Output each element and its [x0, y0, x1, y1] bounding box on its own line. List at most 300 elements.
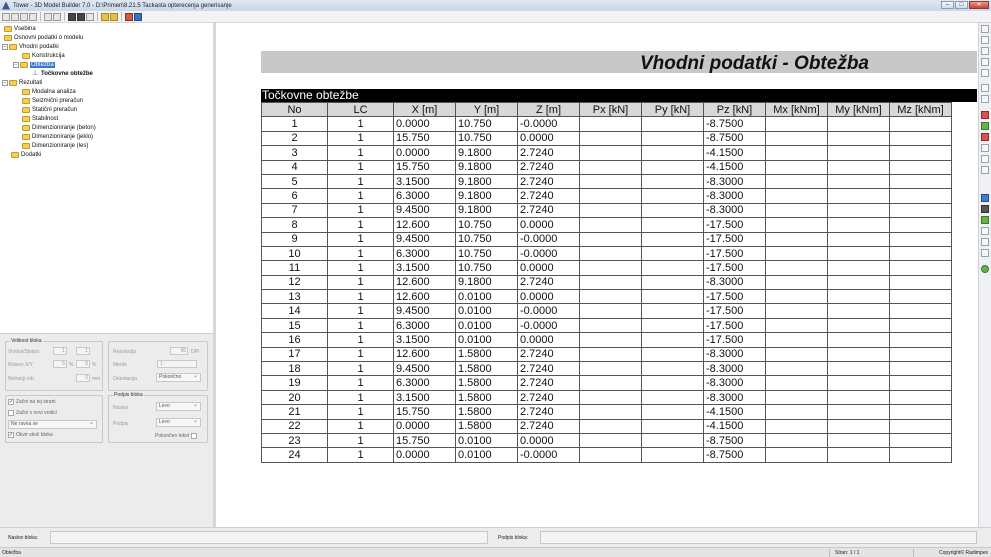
report-page [216, 23, 978, 527]
table-cell [766, 261, 828, 275]
hand-icon[interactable] [981, 155, 989, 163]
table-row [262, 261, 952, 275]
table-row [262, 390, 952, 404]
table-row [262, 174, 952, 188]
tree-node-label: Rezultati [19, 79, 43, 86]
maximize-button[interactable]: □ [955, 1, 968, 9]
table-cell: 1 [328, 405, 394, 419]
table-cell [642, 333, 704, 347]
table-cell [828, 448, 890, 462]
undo-icon[interactable] [981, 84, 989, 92]
table-cell [890, 376, 952, 390]
folder-icon [22, 134, 30, 140]
page-icon[interactable] [981, 36, 989, 44]
tree-node-label: Stabilnost [32, 115, 59, 122]
table-cell [642, 218, 704, 232]
tree-node-label: Modalna analiza [32, 88, 76, 95]
start-same-page-checkbox[interactable] [8, 399, 55, 405]
caption-position-label: Podpis [113, 421, 129, 427]
table-cell [766, 290, 828, 304]
table-cell: 15.750 [394, 160, 456, 174]
table-cell [890, 333, 952, 347]
table-cell: 2.7240 [518, 405, 580, 419]
folder-icon [11, 152, 19, 158]
point-loads-table [261, 102, 952, 463]
table-cell: -0.0000 [518, 318, 580, 332]
table-cell: 5 [262, 174, 328, 188]
pencil-icon[interactable] [981, 144, 989, 152]
table-cell [642, 318, 704, 332]
table-cell [766, 376, 828, 390]
tree-node-label: Obtežba [31, 61, 54, 68]
table-cell: 10.750 [456, 131, 518, 145]
table-cell: 11 [262, 261, 328, 275]
table-cell: -8.3000 [704, 174, 766, 188]
table-cell [580, 433, 642, 447]
table-row [262, 232, 952, 246]
table-cell [766, 146, 828, 160]
folder-icon [22, 116, 30, 122]
table-cell [890, 261, 952, 275]
table-cell: 15.750 [394, 433, 456, 447]
tree-node-modalna-analiza[interactable] [22, 87, 76, 96]
table-row [262, 117, 952, 131]
table-cell: -0.0000 [518, 117, 580, 131]
resolution-label: Resolucija [113, 349, 137, 355]
table-cell: 8 [262, 218, 328, 232]
table-cell: 2.7240 [518, 390, 580, 404]
table-row [262, 333, 952, 347]
table-cell [828, 318, 890, 332]
table-cell: 3.1500 [394, 261, 456, 275]
table-row [262, 347, 952, 361]
folder-icon [9, 44, 17, 50]
title-bar [0, 0, 991, 11]
table-cell: 1.5800 [456, 362, 518, 376]
table-cell [580, 160, 642, 174]
tree-node-osnovni-podatki[interactable] [4, 33, 83, 42]
table-cell: 22 [262, 419, 328, 433]
toolbar-separator [121, 12, 122, 21]
table-cell: -17.500 [704, 333, 766, 347]
table-cell [890, 146, 952, 160]
tree-node-tockovne-obtezbe[interactable] [32, 69, 93, 78]
table-cell: 2.7240 [518, 146, 580, 160]
image-icon[interactable] [981, 227, 989, 235]
grid-icon[interactable] [77, 13, 85, 21]
tree-node-dodatki[interactable] [11, 150, 41, 159]
table-cell [766, 390, 828, 404]
table-cell [828, 275, 890, 289]
table-cell [828, 433, 890, 447]
table-cell: 0.0000 [518, 433, 580, 447]
table-cell [890, 174, 952, 188]
block-caption-label: Podpis bloka: [498, 535, 529, 541]
table-cell [766, 448, 828, 462]
chart-icon[interactable] [981, 238, 989, 246]
table-cell: -4.1500 [704, 160, 766, 174]
table-cell [642, 160, 704, 174]
resolution-unit: DPI [191, 349, 200, 355]
table-cell: -8.3000 [704, 376, 766, 390]
table-cell [766, 419, 828, 433]
page-icon[interactable] [981, 69, 989, 77]
table-body [262, 117, 952, 462]
table-cell [642, 290, 704, 304]
table-cell [890, 246, 952, 260]
table-cell: 1 [328, 246, 394, 260]
table-cell: -4.1500 [704, 405, 766, 419]
table-cell [828, 376, 890, 390]
tree-node-dim-les[interactable] [22, 141, 88, 150]
page-icon[interactable] [981, 47, 989, 55]
resolution-field[interactable]: 96 [170, 347, 188, 355]
back-icon[interactable] [2, 13, 10, 21]
add-block-icon[interactable] [44, 13, 52, 21]
table-cell: 2.7240 [518, 160, 580, 174]
table-cell: 1 [328, 275, 394, 289]
table-cell [766, 405, 828, 419]
table-cell [766, 160, 828, 174]
tree-node-label: Konstrukcija [32, 52, 65, 59]
table-cell: 3.1500 [394, 174, 456, 188]
layout-icon[interactable] [68, 13, 76, 21]
table-cell: 9.1800 [456, 146, 518, 160]
block-title-input[interactable] [50, 531, 488, 544]
status-divider [829, 549, 830, 557]
tree-node-stabilnost[interactable] [22, 114, 58, 123]
table-cell: 1 [328, 218, 394, 232]
tree-node-dim-jeklo[interactable] [22, 132, 93, 141]
table-cell: 1 [328, 419, 394, 433]
tree-node-label: Točkovne obtežbe [41, 70, 93, 77]
table-cell [642, 405, 704, 419]
table-cell: 10.750 [456, 117, 518, 131]
table-cell [642, 189, 704, 203]
table-cell: 2.7240 [518, 419, 580, 433]
delete-icon[interactable] [981, 111, 989, 119]
title-position-select[interactable]: Levo ⌄ [156, 402, 201, 411]
start-new-row-checkbox[interactable] [8, 410, 57, 416]
table-cell [580, 131, 642, 145]
export-icon[interactable] [981, 216, 989, 224]
forward-icon[interactable] [11, 13, 19, 21]
table-cell: 0.0100 [456, 304, 518, 318]
table-cell [766, 218, 828, 232]
table-cell [828, 261, 890, 275]
table-cell: 0.0000 [394, 117, 456, 131]
upright-text-checkbox[interactable] [155, 433, 197, 439]
table-cell [828, 146, 890, 160]
block-caption-input[interactable] [540, 531, 977, 544]
group-title: Podpis bloka [114, 392, 143, 398]
table-cell [580, 246, 642, 260]
table-cell: 1 [328, 189, 394, 203]
table-row [262, 189, 952, 203]
table-cell [890, 347, 952, 361]
table-cell: -8.7500 [704, 448, 766, 462]
table-cell: 9.1800 [456, 203, 518, 217]
table-cell: 1 [328, 390, 394, 404]
block-title-label: Naslov bloka: [8, 535, 39, 541]
tree-node-vhodni-podatki[interactable] [2, 42, 59, 51]
table-cell [642, 448, 704, 462]
table-cell: 2.7240 [518, 376, 580, 390]
save-icon[interactable] [134, 13, 142, 21]
table-cell [580, 232, 642, 246]
checkbox-icon [191, 433, 197, 439]
erase-icon[interactable] [981, 133, 989, 141]
table-cell: 0.0000 [518, 261, 580, 275]
table-cell: -17.500 [704, 218, 766, 232]
table-cell: 12 [262, 275, 328, 289]
table-cell: -8.3000 [704, 275, 766, 289]
table-cell: 0.0100 [456, 290, 518, 304]
table-row [262, 218, 952, 232]
table-cell: 6.3000 [394, 376, 456, 390]
table-cell: 0.0100 [456, 318, 518, 332]
inner-edge-field[interactable]: 0 [76, 374, 90, 382]
table-cell [890, 131, 952, 145]
table-cell [766, 318, 828, 332]
table-cell: 1 [328, 232, 394, 246]
table-cell: 1 [328, 362, 394, 376]
alignment-select[interactable]: Ne ravna se ⌄ [8, 420, 97, 429]
table-cell: 21 [262, 405, 328, 419]
column-header: LC [328, 103, 394, 117]
table-cell [580, 376, 642, 390]
tree-node-label: Vsebina [14, 25, 36, 32]
table-cell: 1 [328, 117, 394, 131]
table-cell [642, 203, 704, 217]
column-header: X [m] [394, 103, 456, 117]
collapse-icon[interactable]: − [3, 79, 7, 86]
redo-icon[interactable] [981, 95, 989, 103]
table-cell: 9.4500 [394, 232, 456, 246]
column-header: Py [kN] [642, 103, 704, 117]
table-cell: -0.0000 [518, 304, 580, 318]
table-cell: 1 [328, 261, 394, 275]
table-cell: -0.0000 [518, 246, 580, 260]
table-cell [890, 390, 952, 404]
print-icon[interactable] [125, 13, 133, 21]
page-setup-icon[interactable] [20, 13, 28, 21]
table-cell [642, 146, 704, 160]
table-row [262, 275, 952, 289]
table-row [262, 160, 952, 174]
checkbox-label: Pokončen tekst [155, 433, 190, 439]
table-cell [580, 419, 642, 433]
table-cell [766, 333, 828, 347]
table-cell: 15.750 [394, 131, 456, 145]
remove-block-icon[interactable] [53, 13, 61, 21]
table-cell: 0.0000 [394, 448, 456, 462]
table-cell: 0.0100 [456, 448, 518, 462]
table-cell: 1.5800 [456, 390, 518, 404]
table-cell: 9.4500 [394, 304, 456, 318]
refresh-icon[interactable] [981, 122, 989, 130]
table-cell: 23 [262, 433, 328, 447]
table-cell: 9.4500 [394, 203, 456, 217]
inner-edge-label: Notranji rob [8, 376, 34, 382]
table-cell: 1 [328, 347, 394, 361]
table-cell [890, 117, 952, 131]
toolbar-separator [64, 12, 65, 21]
frame-checkbox[interactable] [8, 432, 53, 438]
table-cell: 1 [328, 131, 394, 145]
main-toolbar [0, 11, 991, 23]
table-cell: -17.500 [704, 304, 766, 318]
orientation-label: Orientacija [113, 376, 137, 382]
table-cell: 15 [262, 318, 328, 332]
table-cell [766, 275, 828, 289]
run-icon[interactable] [981, 265, 989, 273]
scale-field[interactable]: 1 : [157, 360, 197, 368]
column-header: Mx [kNm] [766, 103, 828, 117]
table-cell: -17.500 [704, 318, 766, 332]
table-cell: -8.3000 [704, 203, 766, 217]
table-cell: 2 [262, 131, 328, 145]
table-cell: -8.7500 [704, 131, 766, 145]
column-header: Px [kN] [580, 103, 642, 117]
table-cell [890, 203, 952, 217]
caption-position-select[interactable]: Levo ⌄ [156, 418, 201, 427]
tree-node-dim-beton[interactable] [22, 123, 96, 132]
table-cell [580, 203, 642, 217]
table-cell: -8.7500 [704, 117, 766, 131]
table-cell [642, 131, 704, 145]
table-cell: 9.1800 [456, 275, 518, 289]
checkbox-label: Okvir okoli bloka [16, 432, 53, 438]
app-icon [2, 2, 10, 10]
table-cell [580, 261, 642, 275]
table-cell [766, 203, 828, 217]
table-cell: 10.750 [456, 218, 518, 232]
table-cell: -17.500 [704, 246, 766, 260]
table-cell: 20 [262, 390, 328, 404]
table-cell [580, 146, 642, 160]
table-cell [766, 131, 828, 145]
page-icon[interactable] [981, 58, 989, 66]
tree-node-konstrukcija[interactable] [22, 51, 65, 60]
group-title: Velikost bloka [11, 338, 42, 344]
tree-node-label: Dimenzioniranje (jeklo) [32, 133, 94, 140]
checkbox-icon [8, 410, 14, 416]
table-cell [828, 246, 890, 260]
move-up-icon[interactable] [101, 13, 109, 21]
title-position-label: Naslov [113, 405, 129, 411]
page-icon[interactable] [981, 25, 989, 33]
document-icon[interactable] [981, 194, 989, 202]
tree-node-obtezba[interactable] [13, 60, 55, 69]
table-cell: 0.0100 [456, 433, 518, 447]
window-controls [941, 1, 989, 9]
close-button[interactable]: ✕ [969, 1, 989, 9]
table-cell [766, 174, 828, 188]
table-cell: 1 [328, 203, 394, 217]
document-tree [0, 23, 213, 333]
table-row [262, 448, 952, 462]
table-cell: -0.0000 [518, 232, 580, 246]
table-cell: 17 [262, 347, 328, 361]
checklist-icon[interactable] [29, 13, 37, 21]
table-cell: 2.7240 [518, 347, 580, 361]
tree-node-seizmicni-preracun[interactable] [22, 96, 83, 105]
collapse-icon[interactable]: − [14, 61, 18, 68]
table-cell [828, 117, 890, 131]
table-cell: 1 [328, 376, 394, 390]
table-cell [580, 174, 642, 188]
table-cell [642, 174, 704, 188]
tree-node-label: Seizmični preračun [32, 97, 84, 104]
table-cell [890, 160, 952, 174]
column-header: No [262, 103, 328, 117]
table-row [262, 131, 952, 145]
table-cell: 12.600 [394, 290, 456, 304]
orientation-select[interactable]: Pokončno ⌄ [156, 373, 201, 382]
table-cell [642, 304, 704, 318]
page-blank-icon[interactable] [981, 166, 989, 174]
move-down-icon[interactable] [110, 13, 118, 21]
table-cell: 3 [262, 146, 328, 160]
table-cell: 9.1800 [456, 189, 518, 203]
table-cell: 4 [262, 160, 328, 174]
table-cell [766, 246, 828, 260]
table-cell: 12.600 [394, 218, 456, 232]
table-cell [890, 318, 952, 332]
table-cell [642, 419, 704, 433]
table-cell [580, 362, 642, 376]
tree-node-staticni-preracun[interactable] [22, 105, 77, 114]
table-cell: 1.5800 [456, 347, 518, 361]
folder-icon [22, 53, 30, 59]
table-cell [766, 304, 828, 318]
table-row [262, 433, 952, 447]
rows-field[interactable]: 1 [53, 347, 67, 355]
table-cell: 6.3000 [394, 246, 456, 260]
table-cell [828, 304, 890, 318]
table-cell [580, 290, 642, 304]
printer-icon[interactable] [981, 205, 989, 213]
block-settings-panel [0, 333, 213, 527]
edge-x-field[interactable]: 5 [53, 360, 67, 368]
tree-node-vsebina[interactable] [4, 24, 36, 33]
table-cell: 0.0000 [518, 290, 580, 304]
tree-node-label: Dimenzioniranje (les) [32, 142, 89, 149]
edge-y-field[interactable]: 5 [76, 360, 90, 368]
edit-icon[interactable] [981, 249, 989, 257]
table-cell: 1.5800 [456, 376, 518, 390]
table-cell [642, 390, 704, 404]
table-cell [828, 232, 890, 246]
table-cell: 10.750 [456, 246, 518, 260]
minimize-button[interactable]: ‒ [941, 1, 954, 9]
dropdown-icon[interactable] [86, 13, 94, 21]
table-cell: 0.0100 [456, 333, 518, 347]
collapse-icon[interactable]: − [3, 43, 7, 50]
table-cell: 24 [262, 448, 328, 462]
table-cell: 10 [262, 246, 328, 260]
cols-field[interactable]: 1 [76, 347, 90, 355]
table-cell [766, 189, 828, 203]
table-cell: 0.0000 [394, 419, 456, 433]
status-copyright: Copyright© Radimpex [939, 550, 988, 556]
table-cell: 6.3000 [394, 318, 456, 332]
table-row [262, 290, 952, 304]
tree-node-rezultati[interactable] [2, 78, 42, 87]
table-cell: 1 [262, 117, 328, 131]
status-bar [0, 547, 991, 557]
